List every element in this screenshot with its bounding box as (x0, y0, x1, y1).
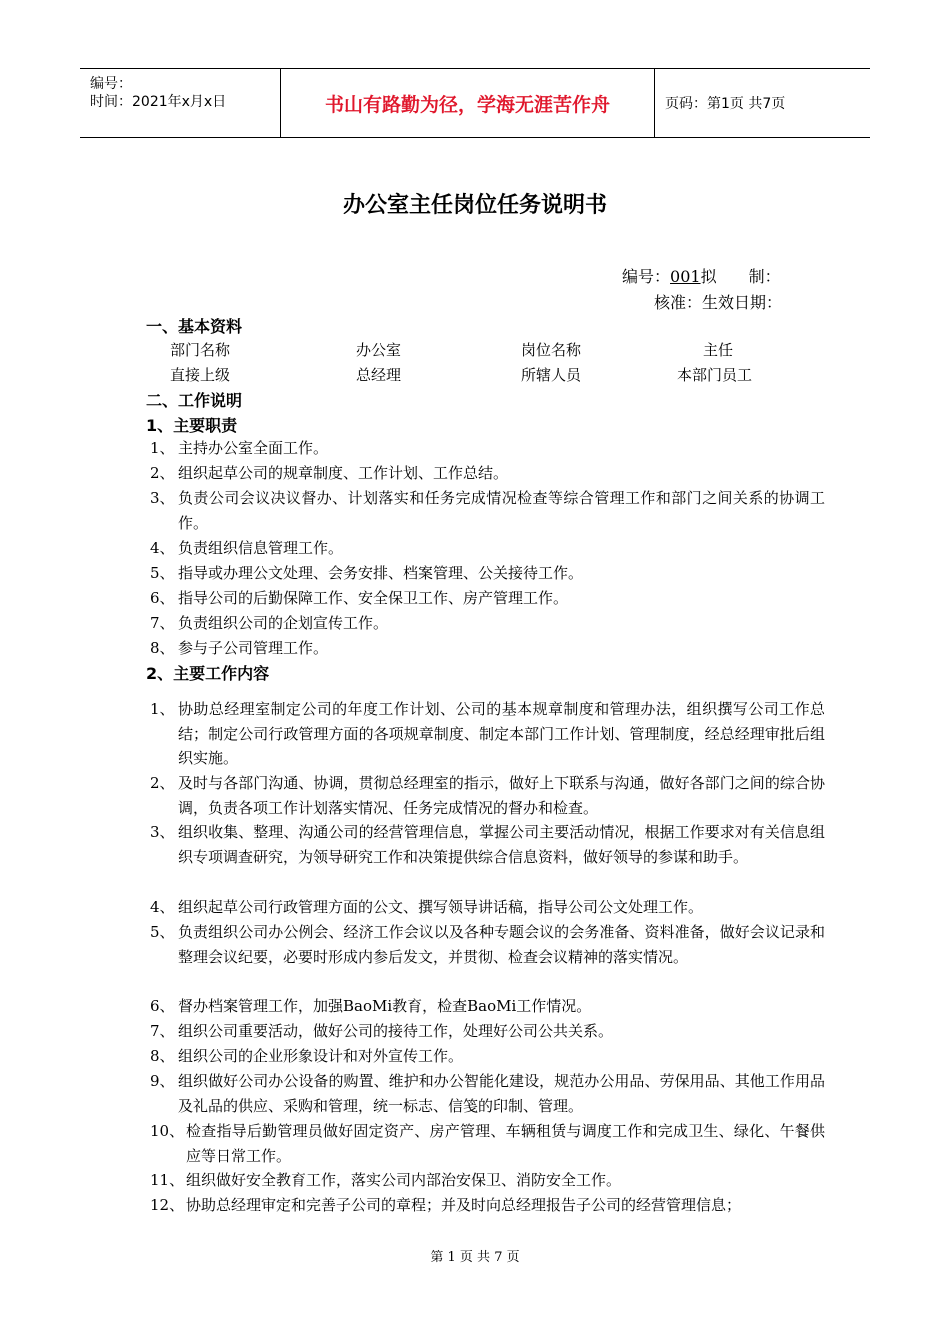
content-item: 4、 组织起草公司行政管理方面的公文、撰写领导讲话稿，指导公司公文处理工作。 (150, 898, 704, 916)
duty-item: 4、 负责组织信息管理工作。 (150, 539, 344, 557)
basic-info-cell: 本部门员工 (677, 366, 753, 384)
basic-info-cell: 岗位名称 (521, 341, 582, 359)
content-item: 5、 负责组织公司办公例会、经济工作会议以及各种专题会议的会务准备、资料准备，做好会议记录和整理会议纪要，必要时形成内参后发文，并贯彻、检查会议精神的落实情况。 (150, 923, 825, 966)
subsection-work-content-title: 2、主要工作内容 (146, 664, 270, 683)
duty-item: 5、 指导或办理公文处理、会务安排、档案管理、公关接待工作。 (150, 564, 584, 582)
meta-line-1 (622, 264, 781, 287)
content-item: 12、 协助总经理审定和完善子公司的章程；并及时向总经理报告子公司的经营管理信息； (150, 1196, 742, 1214)
content-item: 6、 督办档案管理工作，加强BaoMi教育，检查BaoMi工作情况。 (150, 997, 592, 1015)
section-work-description-title: 二、工作说明 (146, 391, 243, 410)
content-item: 8、 组织公司的企业形象设计和对外宣传工作。 (150, 1047, 464, 1065)
meta-line-2: 核准：生效日期： (654, 293, 783, 312)
page-footer: 第 1 页 共 7 页 (430, 1250, 520, 1265)
duty-item: 1、 主持办公室全面工作。 (150, 439, 329, 457)
meta-draft-label: 拟 制： (700, 267, 781, 286)
duty-item: 6、 指导公司的后勤保障工作、安全保卫工作、房产管理工作。 (150, 589, 569, 607)
duty-item: 7、 负责组织公司的企划宣传工作。 (150, 614, 389, 632)
basic-info-cell: 部门名称 (170, 341, 231, 359)
subsection-duties-title: 1、主要职责 (146, 416, 238, 435)
duty-item: 8、 参与子公司管理工作。 (150, 639, 329, 657)
header-left-cell (80, 69, 281, 137)
basic-info-cell: 总经理 (356, 366, 402, 384)
content-item: 11、 组织做好安全教育工作，落实公司内部治安保卫、消防安全工作。 (150, 1171, 622, 1189)
header-number-label: 编号： (90, 76, 132, 92)
section-basic-info-title: 一、基本资料 (146, 317, 243, 336)
header-page-info: 页码：第1页 共7页 (665, 96, 786, 112)
header-date: 时间：2021年x月x日 (90, 94, 227, 110)
document-title: 办公室主任岗位任务说明书 (342, 193, 607, 218)
content-item: 9、 组织做好公司办公设备的购置、维护和办公智能化建设，规范办公用品、劳保用品、其他工作用品及礼品的供应、采购和管理，统一标志、信笺的印制、管理。 (150, 1072, 825, 1115)
meta-number-label: 编号： (622, 267, 671, 286)
basic-info-cell: 办公室 (356, 341, 402, 359)
header-table (80, 68, 870, 138)
content-item: 7、 组织公司重要活动，做好公司的接待工作，处理好公司公共关系。 (150, 1022, 614, 1040)
content-item: 3、 组织收集、整理、沟通公司的经营管理信息，掌握公司主要活动情况，根据工作要求对有关信息组织专项调查研究，为领导研究工作和决策提供综合信息资料，做好领导的参谋和助手。 (150, 823, 825, 866)
content-item: 1、 协助总经理室制定公司的年度工作计划、公司的基本规章制度和管理办法，组织撰写公司工作总结；制定公司行政管理方面的各项规章制度、制定本部门工作计划、管理制度，经总经理审批后组织实施。 (150, 700, 825, 767)
meta-number: 001 (670, 267, 701, 286)
duty-item: 3、 负责公司会议决议督办、计划落实和任务完成情况检查等综合管理工作和部门之间关系的协调工作。 (150, 489, 825, 532)
duty-item: 2、 组织起草公司的规章制度、工作计划、工作总结。 (150, 464, 509, 482)
basic-info-cell: 主任 (703, 341, 734, 359)
content-item: 10、 检查指导后勤管理员做好固定资产、房产管理、车辆租赁与调度工作和完成卫生、绿化、午餐供应等日常工作。 (150, 1122, 825, 1165)
basic-info-cell: 所辖人员 (521, 366, 582, 384)
content-item: 2、 及时与各部门沟通、协调，贯彻总经理室的指示，做好上下联系与沟通，做好各部门之间的综合协调，负责各项工作计划落实情况、任务完成情况的督办和检查。 (150, 774, 825, 817)
header-slogan: 书山有路勤为径，学海无涯苦作舟 (281, 69, 655, 137)
basic-info-cell: 直接上级 (170, 366, 231, 384)
